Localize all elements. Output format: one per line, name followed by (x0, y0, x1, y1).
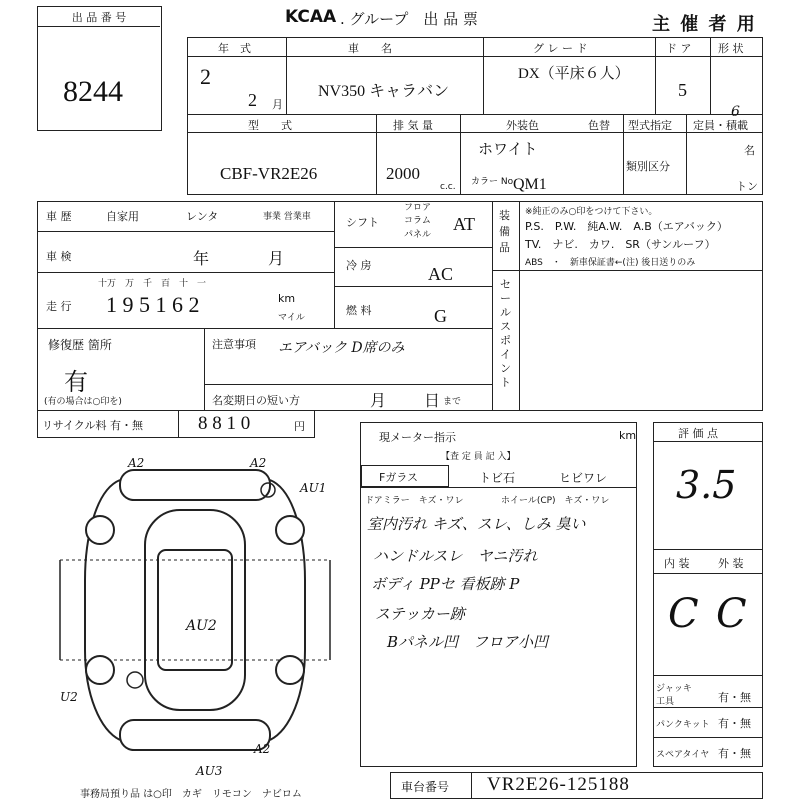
equipment-line2: TV. ナビ. カワ. SR（サンルーフ） (525, 238, 716, 251)
equipment-line1: P.S. P.W. 純A.W. A.B（エアバック） (525, 220, 728, 233)
rating-block (653, 422, 763, 767)
damage-mark-a2-rear: A2 (254, 742, 271, 756)
meter-unit: km (619, 429, 637, 442)
history-rental: レンタ (186, 210, 219, 223)
type-value: CBF-VR2E26 (220, 164, 318, 183)
equipment-block (492, 201, 763, 411)
displacement-label: 排 気 量 (393, 119, 433, 132)
rating-label: 評 価 点 (678, 427, 718, 440)
grade-value: DX（平床６人） (518, 66, 630, 82)
displacement-value: 2000 (386, 164, 420, 183)
ac-label: 冷 房 (346, 259, 372, 272)
form-title: . グループ 出 品 票 (340, 10, 478, 28)
year-label: 年 式 (218, 42, 251, 55)
meter-label: 現メーター指示 (379, 431, 456, 444)
recycle-unit: 円 (294, 420, 305, 433)
spare-label: スペアタイヤ (656, 750, 710, 760)
rating-value: 3.5 (676, 463, 737, 507)
model-value: NV350 キャラバン (318, 83, 450, 100)
recycle-label: リサイクル料 有・無 (42, 419, 143, 432)
capacity-unit-tons: トン (736, 180, 758, 193)
name-change-month: 月 (370, 391, 387, 410)
sales-point-label: セールスポイント (500, 278, 511, 389)
lot-number-label: 出 品 番 号 (71, 11, 127, 24)
recycle-value: 8 8 1 0 (198, 413, 251, 434)
damage-mark-au2: AU2 (186, 618, 217, 634)
exterior-value: C (716, 591, 747, 637)
fuel-value: G (434, 306, 447, 326)
equipment-note: ※純正のみ○印をつけて下さい。 (525, 207, 658, 217)
role-label: 主 催 者 用 (652, 14, 757, 35)
office-note: 事務局預り品 は○印 カギ リモコン ナビロム (80, 789, 302, 800)
jack-label: ジャッキ 工具 (656, 684, 692, 707)
puncture-option: 有・無 (718, 717, 751, 730)
color-change-label: 色替 (588, 119, 610, 132)
mileage-digit-header: 十万 万 千 百 十 一 (98, 279, 207, 289)
chassis-block (390, 772, 763, 799)
history-business: 事業 営業車 (263, 212, 311, 222)
wheel-label: ホイール(CP) キズ・ワレ (501, 496, 610, 506)
inspection-label: 車 検 (46, 250, 72, 263)
mileage-label: 走 行 (46, 300, 72, 313)
model-label: 車 名 (348, 42, 392, 55)
inspector-label: 【査 定 員 記 入】 (441, 452, 516, 462)
capacity-unit-persons: 名 (744, 144, 755, 157)
interior-label: 内 装 (664, 557, 690, 570)
interior-value: C (668, 591, 699, 637)
fuel-label: 燃 料 (346, 304, 372, 317)
history-block (37, 201, 493, 411)
damage-mark-a2-front-right: A2 (250, 456, 267, 470)
type-label: 型 式 (248, 119, 292, 132)
jack-option: 有・無 (718, 691, 751, 704)
damage-mark-au1: AU1 (300, 481, 327, 495)
kcaa-logo: KCAA (285, 7, 337, 27)
glass-label: Fガラス (379, 471, 418, 484)
doors-value: 5 (678, 80, 687, 100)
mileage-km: km (278, 292, 296, 305)
equipment-line3: ABS ・ 新車保証書←(注) 後日送りのみ (525, 258, 696, 268)
chassis-label: 車台番号 (401, 780, 450, 794)
exterior-label: 外 装 (718, 557, 744, 570)
repair-note: (有の場合は○印を) (44, 397, 122, 407)
equipment-label: 装備品 (499, 209, 510, 254)
color-no-label: カラー No. (471, 177, 516, 187)
repair-label: 修復歴 箇所 (48, 338, 112, 352)
inspector-note-3: ボディ PPセ 看板跡 P (371, 575, 520, 593)
inspector-block (360, 422, 637, 767)
grade-label: グ レ ー ド (533, 42, 588, 55)
color-label: 外装色 (506, 119, 539, 132)
puncture-label: パンクキット (656, 720, 710, 730)
shift-value: AT (453, 214, 475, 234)
color-no-value: QM1 (513, 176, 547, 193)
name-change-label: 名変期日の短い方 (212, 394, 300, 407)
damage-mark-au3: AU3 (196, 764, 223, 778)
lot-number-box (37, 6, 162, 131)
shift-column: コラム (404, 216, 431, 226)
name-change-day: 日 (424, 391, 441, 410)
recycle-block (37, 410, 315, 438)
chassis-value: VR2E26-125188 (487, 774, 630, 795)
month-unit: 月 (272, 98, 283, 111)
shape-label: 形 状 (718, 42, 744, 55)
caution-label: 注意事項 (212, 338, 256, 351)
mileage-value: 1 9 5 1 6 2 (106, 292, 200, 317)
inspection-month-unit: 月 (268, 249, 285, 268)
glass-chip: トビ石 (479, 471, 516, 485)
caution-value: エアバック D席のみ (278, 340, 405, 356)
capacity-label: 定員・積載 (693, 119, 748, 132)
car-damage-diagram (40, 450, 350, 780)
history-label: 車 歴 (46, 210, 72, 223)
history-private: 自家用 (106, 210, 139, 223)
inspection-year-unit: 年 (193, 249, 210, 268)
name-change-until: まで (443, 397, 462, 407)
year-value: 2 (200, 64, 211, 89)
repair-value: 有 (64, 368, 88, 396)
doors-label: ド ア (666, 42, 692, 55)
ac-value: AC (428, 264, 454, 284)
spare-option: 有・無 (718, 747, 751, 760)
mirror-label: ドアミラー キズ・ワレ (365, 496, 464, 506)
inspector-note-4: ステッカー跡 (375, 605, 465, 623)
month-value: 2 (248, 90, 257, 110)
shift-label: シフト (346, 216, 379, 229)
color-value: ホワイト (478, 142, 538, 158)
lot-number-value: 8244 (63, 75, 123, 108)
class-label: 類別区分 (626, 160, 670, 173)
shift-floor: フロア (404, 203, 432, 213)
damage-mark-a2-front-left: A2 (128, 456, 145, 470)
damage-mark-u2: U2 (60, 690, 78, 704)
inspector-note-5: Bパネル凹 フロア小凹 (387, 633, 549, 651)
vehicle-info-grid (187, 37, 763, 195)
mileage-mile: マイル (278, 313, 305, 323)
glass-crack: ヒビワレ (559, 471, 608, 485)
shift-panel: パネル (404, 230, 432, 240)
displacement-unit: c.c. (440, 182, 456, 192)
capacity-value: 6 (731, 104, 740, 120)
designation-label: 型式指定 (628, 119, 672, 132)
inspector-note-2: ハンドルスレ ヤニ汚れ (373, 547, 538, 565)
inspector-note-1: 室内汚れ キズ、スレ、しみ 臭い (367, 515, 586, 533)
